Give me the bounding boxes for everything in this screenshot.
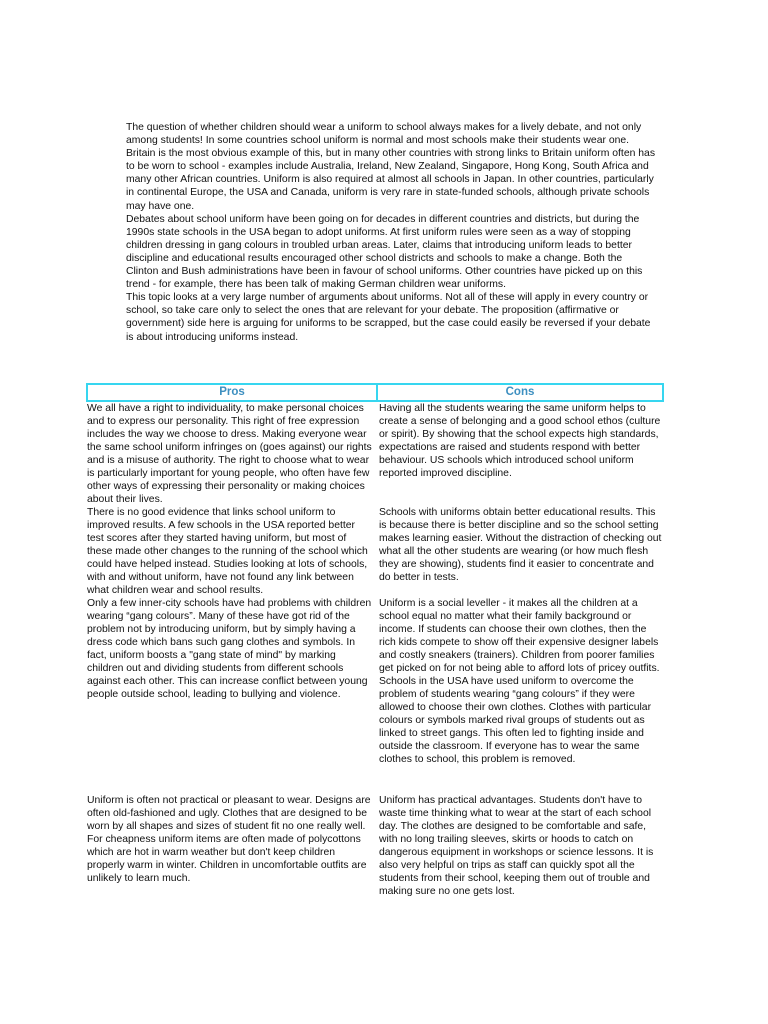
con-cell [377,794,663,898]
table-header-row [87,384,663,401]
pros-cons-table [86,383,664,898]
table-row [87,597,663,794]
intro-paragraph: The question of whether children should wear a uniform to school always makes for a lively debate, and not only among students! In some countries school uniform is normal and most schools make their students wear one. Britain is the most obvious example of this, but in many other countries with strong links to Britain uniform often has to be worn to school - examples include Australia, Ireland, New Zealand, Singapore, Hong Kong, South Africa and many other African countries. Uniform is also required at almost all schools in Japan. In other countries, particularly in continental Europe, the USA and Canada, uniform is very rare in state-funded schools, although private schools may have one. [126,122,656,212]
con-argument: Schools in the USA have used uniform to overcome the problem of students wearing “gang colours” if they were allowed to choose their own clothes. Clothes with particular colours or symbols marked rival groups of students out as linked to street gangs. This often led to fighting inside and outside the classroom. If everyone has to wear the same clothes to school, this problem is removed. [379,676,652,765]
pro-cell [87,794,377,898]
con-argument: Having all the students wearing the same uniform helps to create a sense of belonging and a good school ethos (culture or spirit). By showing that the school expects high standards, expectations are raised and students respond with better behaviour. US schools which introduced school uniform reported improved discipline. [379,403,661,479]
table-row [87,401,663,506]
pro-argument: We all have a right to individuality, to make personal choices and to express our personality. This right of free expression includes the way we choose to dress. Making everyone wear the same school uniform infringes on (goes against) our rights and is a misuse of authority. The right to choose what to wear is particularly important for young people, who often have few other ways of expressing their personality or making choices about their lives. [87,403,372,505]
intro-text [126,121,656,344]
pro-cell [87,506,377,597]
pro-cell [87,597,377,794]
pro-argument: There is no good evidence that links school uniform to improved results. A few schools in the USA reported better test scores after they started having uniform, but most of these made other changes to the running of the school which could have helped instead. Studies looking at lots of schools, with and without uniform, have not found any link between what children wear and school results. [87,507,368,596]
pro-argument: Uniform is often not practical or pleasant to wear. Designs are often old-fashioned and ugly. Clothes that are designed to be worn by all shapes and sizes of student fit no one really well. For cheapness uniform items are often made of polycottons which are hot in warm weather but don't keep children properly warm in winter. Children in uncomfortable outfits are unlikely to learn much. [87,795,371,884]
pros-header: Pros [87,384,377,401]
cons-header: Cons [377,384,663,401]
con-argument: Uniform has practical advantages. Students don't have to waste time thinking what to wear at the start of each school day. The clothes are designed to be comfortable and safe, with no long trailing sleeves, skirts or hoods to catch on dangerous equipment in workshops or science lessons. It is also very helpful on trips as staff can quickly spot all the students from their school, keeping them out of trouble and making sure no one gets lost. [379,795,654,897]
con-argument: Schools with uniforms obtain better educational results. This is because there is better discipline and so the school setting makes learning easier. Without the distraction of checking out what all the other students are wearing (or how much flesh they are showing), students find it easier to concentrate and do better in tests. [379,507,662,583]
table-row [87,506,663,597]
con-cell [377,597,663,794]
con-cell [377,401,663,506]
pro-cell [87,401,377,506]
con-argument: Uniform is a social leveller - it makes all the children at a school equal no matter what their family background or income. If students can choose their own clothes, then the rich kids compete to show off their expensive designer labels and costly sneakers (trainers). Children from poorer families get picked on for not being able to afford lots of pricey outfits. [379,598,660,674]
con-cell [377,506,663,597]
table-row [87,794,663,898]
intro-paragraph: Debates about school uniform have been going on for decades in different countries and districts, but during the 1990s state schools in the USA began to adopt uniforms. At first uniform rules were seen as a way of stopping children dressing in gang colours in troubled urban areas. Later, claims that introducing uniform leads to better discipline and educational results encouraged other school districts and schools to make a change. Both the Clinton and Bush administrations have been in favour of school uniforms. Other countries have picked up on this trend - for example, there has been talk of making German children wear uniforms. [126,213,643,291]
intro-paragraph: This topic looks at a very large number of arguments about uniforms. Not all of these will apply in every country or school, so take care only to select the ones that are relevant for your debate. The proposition (affirmative or government) side here is arguing for uniforms to be scrapped, but the case could easily be reversed if your debate is about introducing uniforms instead. [126,292,651,343]
pro-argument: Only a few inner-city schools have had problems with children wearing “gang colours”. Many of these have got rid of the problem not by introducing uniform, but by simply having a dress code which bans such gang clothes and symbols. In fact, uniform boosts a "gang state of mind" by marking children out and dividing students from different schools against each other. This can increase conflict between young people outside school, leading to bullying and violence. [87,598,372,700]
